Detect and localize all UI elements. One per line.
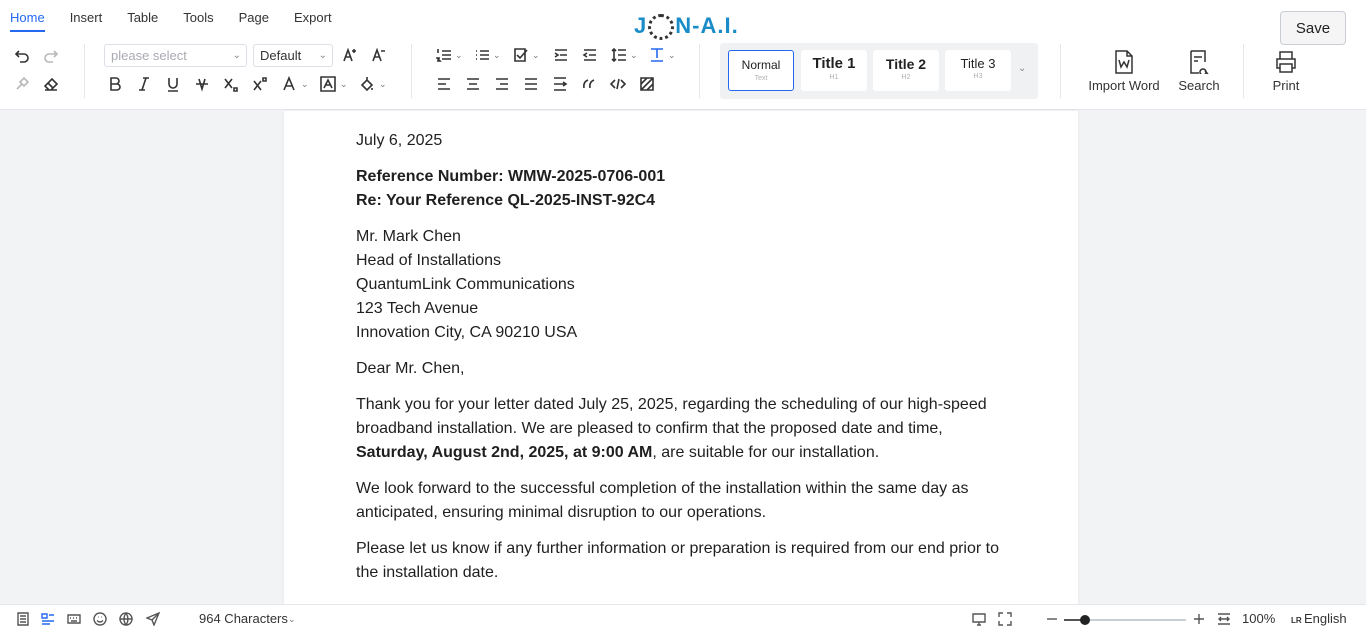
divider	[1243, 44, 1244, 98]
zoom-level[interactable]: 100%	[1242, 611, 1276, 626]
address-line: QuantumLink Communications	[356, 276, 575, 293]
align-justify-icon[interactable]	[520, 73, 542, 95]
line-height-icon[interactable]	[608, 44, 630, 66]
style-title-3[interactable]: Title 3 H3	[945, 50, 1011, 91]
reference-number: Reference Number: WMW-2025-0706-001	[356, 168, 666, 185]
style-title-1[interactable]: Title 1 H1	[801, 50, 867, 91]
keyboard-icon[interactable]	[67, 612, 81, 626]
chevron-down-icon: ⌄	[318, 50, 327, 61]
toolbar	[0, 0, 1366, 110]
divider	[411, 44, 412, 98]
zoom-slider-handle[interactable]	[1080, 615, 1090, 625]
address-line: 123 Tech Avenue	[356, 300, 479, 317]
chevron-down-icon: ⌄	[232, 50, 241, 61]
font-grow-icon[interactable]	[339, 44, 361, 66]
emoji-icon[interactable]	[93, 612, 107, 626]
address-line: Mr. Mark Chen	[356, 228, 461, 245]
font-shrink-icon[interactable]	[368, 44, 390, 66]
font-size-value: Default	[260, 48, 302, 63]
letter-date: July 6, 2025	[356, 132, 443, 149]
re-line: Re: Your Reference QL-2025-INST-92C4	[356, 192, 656, 209]
save-button[interactable]: Save	[1280, 11, 1346, 45]
chevron-down-icon[interactable]: ⌄	[493, 50, 501, 60]
search-button[interactable]	[1178, 50, 1220, 93]
tab-tools[interactable]: Tools	[183, 10, 214, 25]
paragraph	[356, 393, 1016, 465]
import-word-button[interactable]	[1087, 50, 1161, 93]
menu-tabs	[10, 10, 357, 32]
title-style-icon[interactable]	[646, 44, 668, 66]
printer-icon	[1275, 50, 1297, 74]
align-center-icon[interactable]	[462, 73, 484, 95]
tab-export[interactable]: Export	[294, 10, 332, 25]
search-label: Search	[1178, 78, 1220, 93]
gear-icon	[648, 14, 674, 40]
language-selector[interactable]: English	[1304, 611, 1347, 626]
character-count[interactable]: 964 Characters	[199, 611, 288, 626]
ordered-list-icon[interactable]	[433, 44, 455, 66]
tab-home[interactable]: Home	[10, 10, 45, 32]
italic-icon[interactable]	[133, 73, 155, 95]
zoom-out-icon[interactable]	[1045, 612, 1059, 626]
send-icon[interactable]	[146, 612, 160, 626]
outline-view-icon[interactable]	[41, 612, 55, 626]
paragraph-text: , are suitable for our installation.	[652, 444, 880, 461]
zoom-slider[interactable]	[1064, 619, 1186, 621]
chevron-down-icon[interactable]: ⌄	[630, 50, 638, 60]
bullet-list-icon[interactable]	[471, 44, 493, 66]
document-page[interactable]	[284, 111, 1078, 604]
address-line: Head of Installations	[356, 252, 501, 269]
chevron-down-icon[interactable]: ⌄	[340, 79, 348, 89]
brand-logo	[634, 10, 739, 42]
superscript-icon[interactable]	[249, 73, 271, 95]
tab-page[interactable]: Page	[238, 10, 270, 25]
presentation-icon[interactable]	[972, 612, 986, 626]
chevron-down-icon[interactable]: ⌄	[288, 614, 296, 624]
document-body[interactable]	[356, 129, 1016, 597]
search-document-icon	[1188, 50, 1210, 74]
word-document-icon	[1113, 50, 1135, 74]
underline-icon[interactable]	[162, 73, 184, 95]
divider	[699, 44, 700, 98]
background-fill-icon[interactable]	[356, 73, 378, 95]
redo-icon[interactable]	[40, 44, 62, 66]
divider	[1060, 44, 1061, 98]
font-family-placeholder: please select	[111, 48, 187, 63]
fullscreen-icon[interactable]	[998, 612, 1012, 626]
strikethrough-icon[interactable]	[191, 73, 213, 95]
chevron-down-icon[interactable]: ⌄	[379, 79, 387, 89]
font-color-icon[interactable]	[278, 73, 300, 95]
highlight-color-icon[interactable]	[317, 73, 339, 95]
brand-prefix: J	[634, 13, 648, 38]
code-icon[interactable]	[607, 73, 629, 95]
indent-decrease-icon[interactable]	[579, 44, 601, 66]
chevron-down-icon[interactable]: ⌄	[455, 50, 463, 60]
zoom-in-icon[interactable]	[1192, 612, 1206, 626]
divider	[84, 44, 85, 98]
language-icon: LR	[1291, 616, 1302, 625]
bold-icon[interactable]	[104, 73, 126, 95]
chevron-down-icon[interactable]: ⌄	[668, 50, 676, 60]
print-button[interactable]	[1266, 50, 1306, 93]
chevron-down-icon[interactable]: ⌄	[1018, 63, 1027, 74]
paragraph: Please let us know if any further information or preparation is required from our end prior to the installation date.	[356, 540, 999, 581]
paragraph-styles	[720, 43, 1038, 99]
quote-icon[interactable]	[578, 73, 600, 95]
eraser-icon[interactable]	[40, 73, 62, 95]
indent-increase-icon[interactable]	[550, 44, 572, 66]
align-right-icon[interactable]	[491, 73, 513, 95]
reference-block	[356, 165, 1016, 213]
undo-icon[interactable]	[11, 44, 33, 66]
chevron-down-icon[interactable]: ⌄	[532, 50, 540, 60]
hatch-pattern-icon[interactable]	[636, 73, 658, 95]
status-bar	[0, 604, 1366, 632]
highlighted-date: Saturday, August 2nd, 2025, at 9:00 AM	[356, 444, 653, 461]
subscript-icon[interactable]	[220, 73, 242, 95]
address-line: Innovation City, CA 90210 USA	[356, 324, 578, 341]
task-list-icon[interactable]	[510, 44, 532, 66]
format-painter-icon[interactable]	[11, 73, 33, 95]
style-normal[interactable]: Normal Text	[728, 50, 794, 91]
import-word-label: Import Word	[1088, 78, 1160, 93]
align-left-icon[interactable]	[433, 73, 455, 95]
globe-icon[interactable]	[119, 612, 133, 626]
print-label: Print	[1272, 78, 1300, 93]
page-view-icon[interactable]	[16, 612, 30, 626]
font-size-select[interactable]	[253, 44, 333, 67]
tab-insert[interactable]: Insert	[69, 10, 103, 25]
brand-suffix: N-A.I.	[675, 13, 739, 38]
page-width-icon[interactable]	[1217, 612, 1231, 626]
paragraph-text: Thank you for your letter dated July 25, 2025, regarding the scheduling of our high-speed broadband installation. We are pleased to confirm that the proposed date and time,	[356, 396, 987, 437]
salutation: Dear Mr. Chen,	[356, 360, 465, 377]
chevron-down-icon[interactable]: ⌄	[301, 79, 309, 89]
style-title-2[interactable]: Title 2 H2	[873, 50, 939, 91]
distributed-align-icon[interactable]	[549, 73, 571, 95]
tab-table[interactable]: Table	[127, 10, 159, 25]
paragraph: We look forward to the successful completion of the installation within the same day as anticipated, ensuring minimal disruption to our operations.	[356, 480, 969, 521]
recipient-address	[356, 225, 1016, 345]
font-family-select[interactable]	[104, 44, 247, 67]
